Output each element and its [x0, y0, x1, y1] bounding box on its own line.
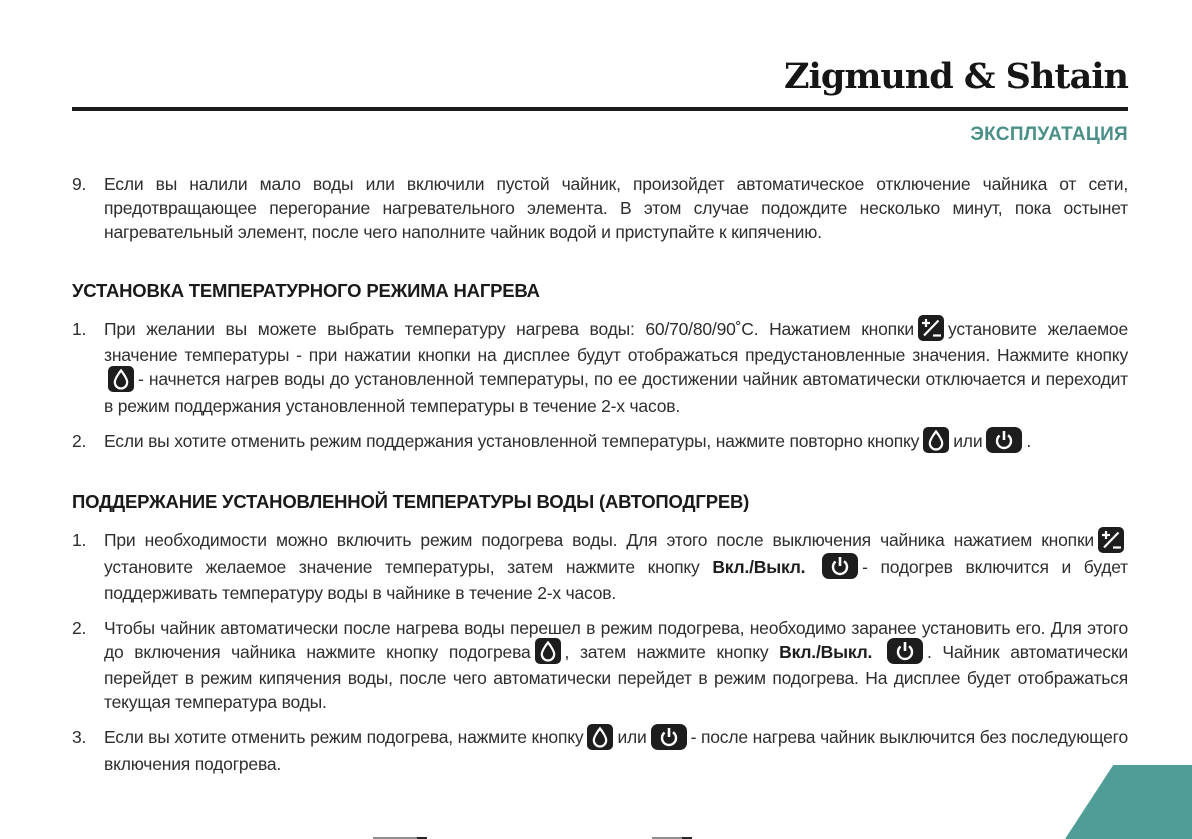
button-name-label: Вкл./Выкл.: [699, 556, 819, 577]
list-item: [72, 616, 1128, 714]
list-item-text: Если вы хотите отменить режим поддержания установленной температуры, нажмите повторно кнопку или .: [104, 429, 1128, 455]
list-item-text: При желании вы можете выбрать температуру нагрева воды: 60/70/80/90˚С. Нажатием кнопки установите желаемое значение температуры - при нажатии кнопки на дисплее будут отображаться предустановленные значения. Нажмите кнопку - начнется нагрев воды до установленной температуры, по ее достижении чайник автоматически отключается и переходит в режим поддержания установленной температуры в течение 2-х часов.: [104, 317, 1128, 418]
water-drop-button-icon: [923, 427, 949, 453]
list-item: [72, 317, 1128, 418]
section-heading: УСТАНОВКА ТЕМПЕРАТУРНОГО РЕЖИМА НАГРЕВА: [72, 280, 540, 301]
list-item-number: 2.: [72, 430, 87, 451]
header-divider-rule: [72, 107, 1128, 111]
list-item-number: 3.: [72, 727, 87, 748]
water-drop-button-icon: [108, 366, 134, 392]
list-item-text: Если вы налили мало воды или включили пустой чайник, произойдет автоматическое отключение чайника от сети, предотвращающее перегорание нагревательного элемента. В этом случае подождите несколько минут, пока остынет нагревательный элемент, после чего наполните чайник водой и приступайте к кипячению.: [104, 174, 1128, 242]
list-item-number: 1.: [72, 530, 87, 551]
water-drop-button-icon: [535, 638, 561, 664]
list-item-number: 2.: [72, 617, 87, 638]
power-button-icon: [822, 553, 858, 579]
list-item-text: Чтобы чайник автоматически после нагрева воды перешел в режим подогрева, необходимо заранее установить его. Для этого до включения чайника нажмите кнопку подогрева , затем нажмите кнопку Вкл./Выкл. . Чайник автоматически перейдет в режим кипячения воды, после чего автоматически перейдет в режим подогрева. На дисплее будет отображаться текущая температура воды.: [104, 617, 1128, 713]
list-item-text: При необходимости можно включить режим подогрева воды. Для этого после выключения чайника нажатием кнопки установите желаемое значение температуры, затем нажмите кнопку Вкл./Выкл. - подогрев включится и будет поддерживать температуру воды в чайнике в течение 2-х часов.: [104, 528, 1128, 605]
list-item-number: 9.: [72, 174, 87, 194]
teal-corner-decoration: [1065, 765, 1192, 839]
list-item: [72, 725, 1128, 775]
power-button-icon: [887, 638, 923, 664]
intro-list-item-container: [72, 172, 1128, 244]
page-section-label: ЭКСПЛУАТАЦИЯ: [970, 124, 1128, 145]
button-name-label: Вкл./Выкл.: [768, 641, 883, 662]
sections-container: [72, 280, 1128, 776]
plus-minus-button-icon: [1098, 527, 1124, 553]
section-heading: ПОДДЕРЖАНИЕ УСТАНОВЛЕННОЙ ТЕМПЕРАТУРЫ ВОДЫ (АВТОПОДГРЕВ): [72, 491, 750, 513]
brand-logo: Zigmund & Shtain: [784, 56, 1128, 97]
list-item-number: 1.: [72, 319, 87, 339]
page-header: [0, 0, 1192, 146]
plus-minus-button-icon: [918, 315, 944, 341]
list-item-text: Если вы хотите отменить режим подогрева, нажмите кнопку или - после нагрева чайник выключится без последующего включения подогрева.: [104, 725, 1128, 775]
page-content: [0, 146, 1192, 776]
water-drop-button-icon: [587, 724, 613, 750]
list-item: [72, 429, 1128, 455]
list-item: [72, 172, 1128, 244]
power-button-icon: [986, 427, 1022, 453]
power-button-icon: [651, 724, 687, 750]
list-item: [72, 528, 1128, 605]
